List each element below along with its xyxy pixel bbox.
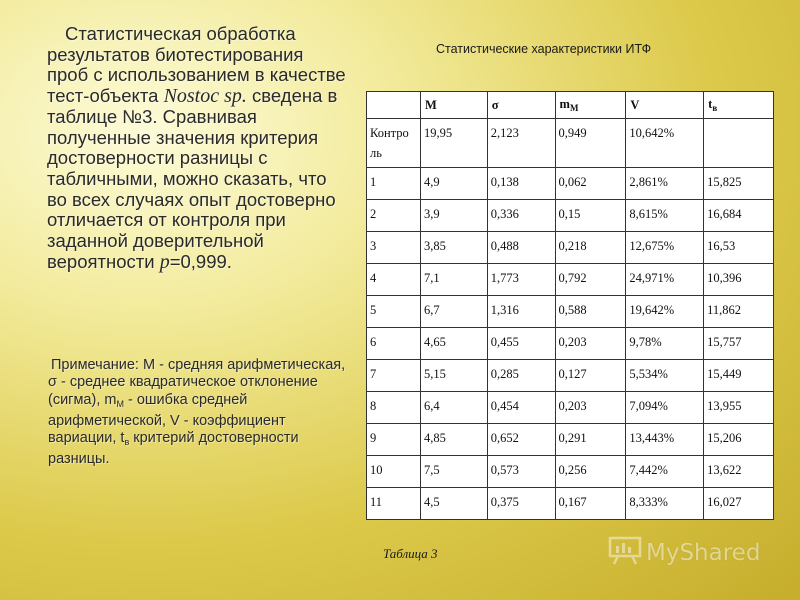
table-cell: 6,7 <box>420 296 487 328</box>
table-cell: 8,615% <box>626 200 704 232</box>
table-cell: 6,4 <box>420 392 487 424</box>
table-cell: 19,642% <box>626 296 704 328</box>
table-cell: 0,138 <box>487 168 555 200</box>
table-cell: 10,396 <box>704 264 774 296</box>
table-header-row <box>367 92 774 119</box>
header-t-main: t <box>708 97 713 111</box>
table-cell: 5 <box>367 296 421 328</box>
table-cell: 3 <box>367 232 421 264</box>
table-cell: 3,9 <box>420 200 487 232</box>
table-cell: 0,203 <box>555 392 626 424</box>
table-cell: 12,675% <box>626 232 704 264</box>
table-cell: 11,862 <box>704 296 774 328</box>
table-row <box>367 119 774 168</box>
table-cell: 4,9 <box>420 168 487 200</box>
p-symbol: p <box>159 250 170 273</box>
table-cell: 10,642% <box>626 119 704 168</box>
table-cell: 9 <box>367 424 421 456</box>
table-cell: 0,792 <box>555 264 626 296</box>
table-cell: 0,285 <box>487 360 555 392</box>
note-part-3: критерий достоверности разницы. <box>48 430 299 468</box>
table-cell: 1 <box>367 168 421 200</box>
table-cell: 8,333% <box>626 488 704 520</box>
table-cell: 0,949 <box>555 119 626 168</box>
table-cell: 15,825 <box>704 168 774 200</box>
table-cell: 1,316 <box>487 296 555 328</box>
p-value: =0,999. <box>169 250 232 272</box>
note-part-2: - ошибка средней арифметической, V - коэффициент вариации, t <box>48 391 286 447</box>
table-cell: 0,167 <box>555 488 626 520</box>
watermark-text: MyShared <box>646 539 761 566</box>
table-row <box>367 360 774 392</box>
presentation-board-icon <box>608 535 642 570</box>
table-cell <box>704 119 774 168</box>
table-cell: 16,027 <box>704 488 774 520</box>
organism-name: Nostoc sp. <box>163 85 247 108</box>
paragraph-part-2: сведена в таблице №3. Сравнивая полученные значения критерия достоверности разницы с табличными, можно сказать, что во всех случаях опыт достоверно отличается от контроля при заданной доверительной вероятности <box>47 85 338 272</box>
table-cell: 7,442% <box>626 456 704 488</box>
table-row <box>367 232 774 264</box>
table-cell: 0,488 <box>487 232 555 264</box>
table-row <box>367 168 774 200</box>
table-cell: 7,5 <box>420 456 487 488</box>
table-cell: 4 <box>367 264 421 296</box>
table-cell: 1,773 <box>487 264 555 296</box>
table-cell: 9,78% <box>626 328 704 360</box>
table-cell: 2,123 <box>487 119 555 168</box>
table-cell: 7,1 <box>420 264 487 296</box>
table-row <box>367 200 774 232</box>
table-row <box>367 264 774 296</box>
table-row <box>367 488 774 520</box>
table-cell: 3,85 <box>420 232 487 264</box>
table-cell: 0,455 <box>487 328 555 360</box>
table-row <box>367 424 774 456</box>
table-cell: 4,65 <box>420 328 487 360</box>
table-cell: 13,622 <box>704 456 774 488</box>
table-cell: 10 <box>367 456 421 488</box>
header-cell-t <box>704 92 774 119</box>
table-cell: Контро ль <box>367 119 421 168</box>
table-cell: 2,861% <box>626 168 704 200</box>
table-cell: 15,206 <box>704 424 774 456</box>
table-cell: 16,684 <box>704 200 774 232</box>
table-cell: 0,454 <box>487 392 555 424</box>
table-cell: 0,062 <box>555 168 626 200</box>
table-cell: 7 <box>367 360 421 392</box>
table-cell: 0,291 <box>555 424 626 456</box>
note-sub-2: в <box>124 437 130 448</box>
table-cell: 11 <box>367 488 421 520</box>
table-cell: 7,094% <box>626 392 704 424</box>
table-cell: 16,53 <box>704 232 774 264</box>
table-cell: 6 <box>367 328 421 360</box>
table-row <box>367 296 774 328</box>
header-t-sub: в <box>712 103 718 113</box>
header-mm-main: m <box>559 97 570 111</box>
table-cell: 15,757 <box>704 328 774 360</box>
table-cell: 0,127 <box>555 360 626 392</box>
table-caption: Таблица 3 <box>383 546 438 561</box>
table-cell: 0,218 <box>555 232 626 264</box>
table-cell: 0,588 <box>555 296 626 328</box>
table-cell: 0,336 <box>487 200 555 232</box>
header-cell-empty <box>367 92 421 119</box>
table-cell: 5,15 <box>420 360 487 392</box>
table-cell: 2 <box>367 200 421 232</box>
table-cell: 15,449 <box>704 360 774 392</box>
header-cell-v: V <box>626 92 704 119</box>
table-cell: 0,256 <box>555 456 626 488</box>
table-cell: 13,955 <box>704 392 774 424</box>
paragraph-part-1: Статистическая обработка результатов биотестирования проб с использованием в качестве тест-объекта <box>47 23 346 107</box>
table-cell: 24,971% <box>626 264 704 296</box>
table-cell: 19,95 <box>420 119 487 168</box>
table-row <box>367 392 774 424</box>
table-cell: 0,573 <box>487 456 555 488</box>
statistics-table <box>366 91 774 520</box>
table-cell: 0,203 <box>555 328 626 360</box>
note-part-1: Примечание: М - средняя арифметическая, σ - среднее квадратическое отклонение (сигма), m <box>48 357 346 408</box>
table-cell: 4,5 <box>420 488 487 520</box>
table-row <box>367 328 774 360</box>
watermark <box>608 535 760 570</box>
table-cell: 13,443% <box>626 424 704 456</box>
table-title: Статистические характеристики ИТФ <box>436 42 652 56</box>
table-cell: 0,15 <box>555 200 626 232</box>
header-mm-sub: M <box>569 103 579 113</box>
table-cell: 0,652 <box>487 424 555 456</box>
table-cell: 0,375 <box>487 488 555 520</box>
main-paragraph <box>47 24 347 272</box>
table-cell: 4,85 <box>420 424 487 456</box>
note-sub-1: M <box>116 398 124 409</box>
table-cell: 5,534% <box>626 360 704 392</box>
header-cell-mm <box>555 92 626 119</box>
header-cell-sigma: σ <box>487 92 555 119</box>
table-row <box>367 456 774 488</box>
note-paragraph <box>48 357 348 469</box>
header-cell-m: M <box>420 92 487 119</box>
table-cell: 8 <box>367 392 421 424</box>
